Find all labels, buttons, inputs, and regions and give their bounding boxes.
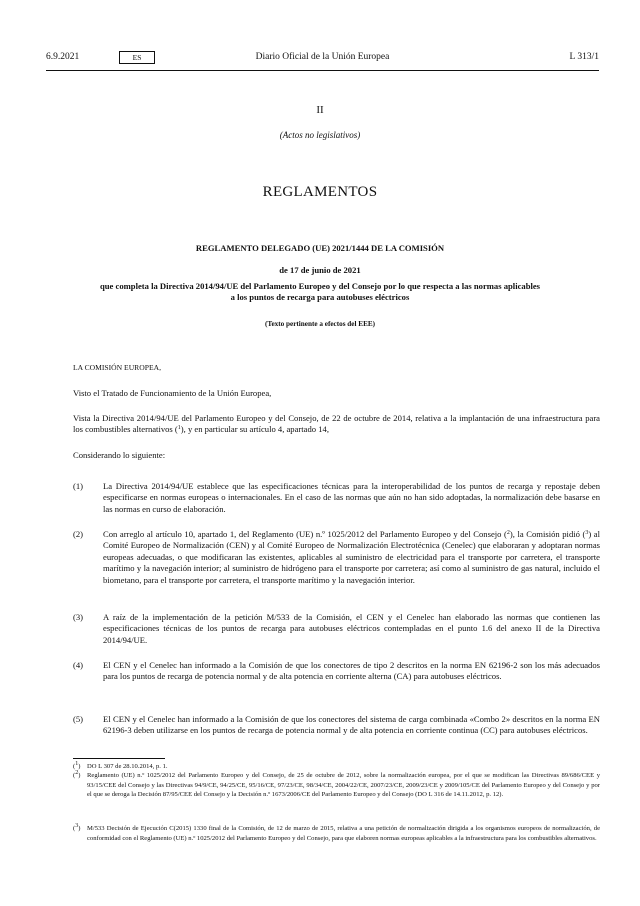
recital-number: (1) [73,481,84,491]
header-divider [46,70,599,71]
footnote-text: DO L 307 de 28.10.2014, p. 1. [87,763,168,770]
language-badge: ES [119,51,155,64]
recital-text: La Directiva 2014/94/UE establece que las especificaciones técnicas para la interoperabilidad de los puntos de recarga y repostaje deben especificarse en normas europeas o internacionales. En el caso de las normas que aún no han sido adoptadas, la normalización debe basarse en las normas en curso de elaboración. [103,481,600,514]
citation-directive-text-a: Vista la Directiva 2014/94/UE del Parlamento Europeo y del Consejo, de 22 de octubre de 2014, relativa a la implantación de una infraestructura para los combustibles alternativos ( [73,413,600,435]
citation-directive [73,413,600,436]
footnote-number: ($^1$) [73,761,81,770]
recital-text: A raíz de la implementación de la petición M/533 de la Comisión, el CEN y el Cenelec han elaborado las normas que contienen las especificaciones técnicas de los puntos de recarga para autobuses eléctricos contempladas en el punto 1.6 del anexo II de la Directiva 2014/94/UE. [103,612,600,645]
footnote-ref[interactable]: 3 [585,530,589,536]
citation-directive-text-b: ), y en particular su artículo 4, apartado 14, [180,424,329,435]
citation-treaty: Visto el Tratado de Funcionamiento de la Unión Europea, [73,388,272,398]
footnote-text: M/533 Decisión de Ejecución C(2015) 1330 final de la Comisión, de 12 de marzo de 2015, relativa a una petición de normalización dirigida a los organismos europeos de normalización, de conformidad con el Reglamento (UE) n.º 1025/2012 del Parlamento Europeo y del Consejo, para que elaboren normas europeas aplicables a la infraestructura para los combustibles alternativos. [87,825,600,842]
recital-number: (2) [73,529,84,539]
part-subtitle: (Actos no legislativos) [279,130,361,140]
recital-text-b: ), la Comisión pidió ( [509,529,586,539]
recital-text-a: Con arreglo al artículo 10, apartado 1, del Reglamento (UE) n.º 1025/2012 del Parlamento Europeo y del Consejo ( [103,529,507,539]
considerando-intro: Considerando lo siguiente: [73,450,166,460]
footnote-number: ($^2$) [73,770,81,779]
recital-text-c: ) al Comité Europeo de Normalización (CEN) y al Comité Europeo de Normalización Electrotécnica (Cenelec) que elaboraran y adoptaran normas europeas adecuadas, o que modificaran las existentes, aplicables al suministro de electricidad para el transporte por carretera, el transporte marítimo y la navegación interior; al suministro de hidrógeno para el transporte por carretera; así como al suministro de gas natural, incluido el biometano, para el transporte por carretera, el transporte marítimo y la navegación interior. [103,529,600,585]
regulation-title: REGLAMENTO DELEGADO (UE) 2021/1444 DE LA COMISIÓN [195,243,445,253]
footnote-text: Reglamento (UE) n.º 1025/2012 del Parlamento Europeo y del Consejo, de 25 de octubre de 2012, sobre la normalización europea, por el que se modifican las Directivas 89/686/CEE y 93/15/CEE del Consejo y las Directivas 94/9/CE, 94/25/CE, 95/16/CE, 97/23/CE, 98/34/CE, 2004/22/CE, 2007/23/CE, 2009/23/CE y 2009/105/CE del Parlamento Europeo y del Consejo y por el que se deroga la Decisión 87/95/CEE del Consejo y la Decisión n.º 1673/2006/CE del Parlamento Europeo y del Consejo (DO L 316 de 14.11.2012, p. 12). [87,772,600,798]
commission-label: LA COMISIÓN EUROPEA, [73,363,161,372]
regulation-subject: que completa la Directiva 2014/94/UE del Parlamento Europeo y del Consejo por lo que respecta a las normas aplicables a los puntos de recarga para autobuses eléctricos [100,281,541,302]
footnote-ref[interactable]: 1 [177,425,181,432]
footnote-divider [73,758,165,759]
section-heading: REGLAMENTOS [262,184,378,200]
journal-title: Diario Oficial de la Unión Europea [255,52,390,62]
page-reference: L 313/1 [569,52,599,62]
footnote-number: ($^3$) [73,823,81,832]
footnote-ref[interactable]: 2 [506,530,510,536]
part-number: II [316,104,324,116]
recital-text: El CEN y el Cenelec han informado a la Comisión de que los conectores del sistema de carga combinada «Combo 2» descritos en la norma EN 62196-3 deben utilizarse en los puntos de recarga de potencia normal y de alta potencia en corriente continua (CC) para autobuses eléctricos. [103,714,600,736]
recital-text: El CEN y el Cenelec han informado a la Comisión de que los conectores de tipo 2 descritos en la norma EN 62196-2 son los más adecuados para los puntos de recarga de potencia normal y de alta potencia en corriente alterna (CA) para autobuses eléctricos. [103,660,600,682]
recital-number: (5) [73,714,84,724]
recital-number: (3) [73,612,84,622]
regulation-date: de 17 de junio de 2021 [279,265,361,275]
recital-text [103,529,600,586]
recital-number: (4) [73,660,84,670]
eee-relevance-note: (Texto pertinente a efectos del EEE) [264,320,376,328]
header-date: 6.9.2021 [46,52,80,62]
journal-header [46,52,599,68]
